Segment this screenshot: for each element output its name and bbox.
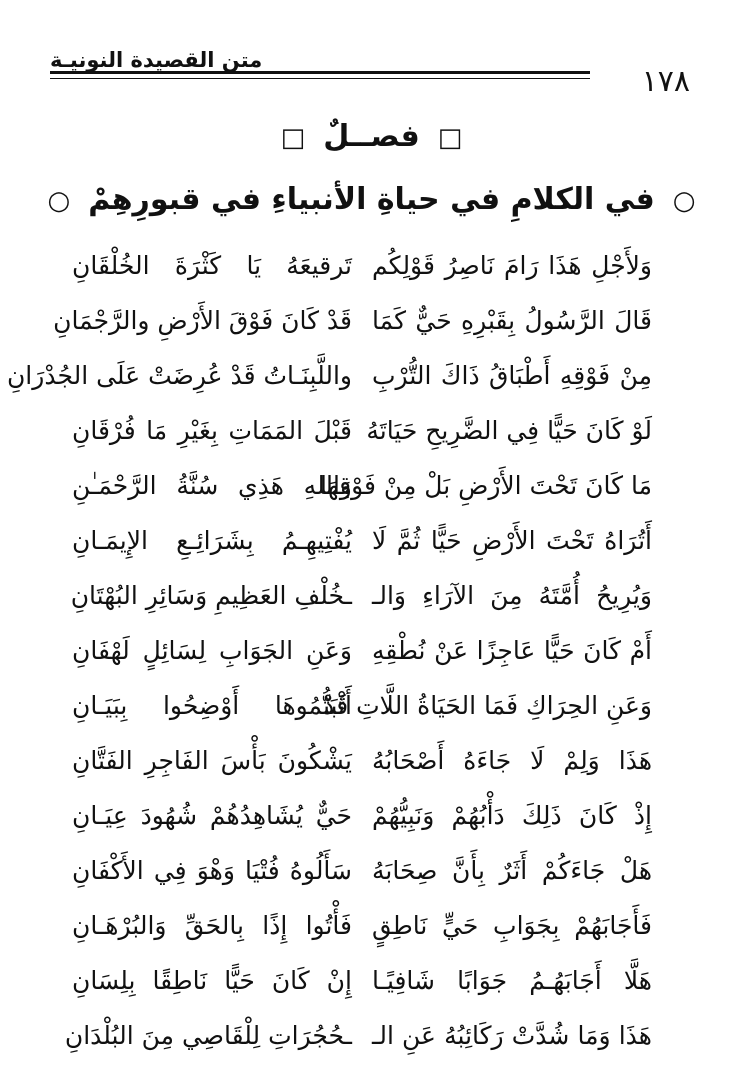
first-hemistich: وَعَنِ الحِرَاكِ فَمَا الحَيَاةُ اللَّاتِ قَدْ bbox=[323, 691, 652, 720]
second-hemistich: إِنْ كَانَ حَيًّا نَاطِقًا بِلِسَانِ bbox=[72, 966, 352, 995]
circle-ornament-icon: ○ bbox=[672, 186, 696, 216]
second-hemistich: فَأْتُوا إِذًا بِالحَقِّ وَالبُرْهَـانِ bbox=[72, 911, 352, 940]
verse-line bbox=[72, 788, 652, 843]
section-subtitle bbox=[0, 178, 743, 223]
first-hemistich: هَلَّا أَجَابَهُـمُ جَوَابًا شَافِيًـا bbox=[372, 966, 652, 995]
first-hemistich: وَيُرِيحُ أُمَّتَهُ مِنَ الآرَاءِ وَالـ bbox=[372, 581, 652, 610]
second-hemistich: أَثْبَتُّمُوهَا أَوْضِحُوا بِبَيَـانِ bbox=[72, 691, 352, 720]
second-hemistich: قَبْلَ المَمَاتِ بِغَيْرِ مَا فُرْقَانِ bbox=[72, 416, 352, 445]
first-hemistich: أَمْ كَانَ حَيًّا عَاجِزًا عَنْ نُطْقِهِ bbox=[372, 636, 652, 665]
first-hemistich: مَا كَانَ تَحْتَ الأَرْضِ بَلْ مِنْ فَوْقِهَا bbox=[320, 471, 652, 500]
square-ornament-icon: □ bbox=[280, 123, 306, 153]
verse-line bbox=[72, 678, 652, 733]
verse-line bbox=[72, 238, 652, 293]
section-heading-text: فصــلٌ bbox=[323, 119, 420, 154]
header-rule bbox=[50, 71, 590, 74]
verse-line bbox=[72, 898, 652, 953]
verse-line bbox=[6, 348, 652, 403]
verse-line bbox=[72, 568, 652, 623]
second-hemistich: يُفْتِيهِـمُ بِشَرَائِـعِ الإِيمَـانِ bbox=[72, 526, 352, 555]
page-header bbox=[40, 40, 690, 99]
verse-line bbox=[64, 1008, 652, 1063]
first-hemistich: هَلْ جَاءَكُمْ أَثَرٌ بِأَنَّ صِحَابَهُ bbox=[372, 856, 652, 885]
first-hemistich: فَأَجَابَهُمْ بِجَوَابِ حَيٍّ نَاطِقٍ bbox=[372, 911, 652, 940]
second-hemistich: وَاللهِ هَذِي سُنَّةُ الرَّحْمَـٰنِ bbox=[72, 471, 352, 500]
first-hemistich: قَالَ الرَّسُولُ بِقَبْرِهِ حَيٌّ كَمَا bbox=[372, 306, 652, 335]
verse-line bbox=[72, 843, 652, 898]
first-hemistich: هَذَا وَمَا شُدَّتْ رَكَائِبُهُ عَنِ الـ bbox=[372, 1021, 652, 1050]
section-heading bbox=[0, 115, 743, 160]
poem-verses bbox=[6, 238, 652, 1063]
verse-line bbox=[53, 293, 652, 348]
verse-line bbox=[72, 458, 652, 513]
verse-line bbox=[72, 403, 652, 458]
verse-line bbox=[72, 733, 652, 788]
circle-ornament-icon: ○ bbox=[47, 186, 71, 216]
running-title: متن القصيدة النونيـة bbox=[50, 48, 263, 72]
second-hemistich: واللَّبِنَـاتُ قَدْ عُرِضَتْ عَلَى الجُدْرَانِ bbox=[6, 361, 352, 390]
second-hemistich: حَيٌّ يُشَاهِدُهُمْ شُهُودَ عِيَـانِ bbox=[72, 801, 352, 830]
header-rule-thin bbox=[50, 78, 590, 79]
first-hemistich: إِذْ كَانَ ذَلِكَ دَأْبُهُمْ وَنَبِيُّهُمْ bbox=[372, 801, 652, 830]
section-subtitle-text: في الكلامِ في حياةِ الأنبياءِ في قبورِهِمْ bbox=[88, 182, 655, 217]
square-ornament-icon: □ bbox=[437, 123, 463, 153]
second-hemistich: تَرقيعَهُ يَا كَثْرَةَ الخُلْقَانِ bbox=[72, 251, 352, 280]
first-hemistich: وَلأَجْلِ هَذَا رَامَ نَاصِرُ قَوْلِكُم bbox=[372, 251, 652, 280]
verse-line bbox=[72, 953, 652, 1008]
second-hemistich: قَدْ كَانَ فَوْقَ الأَرْضِ والرَّجْمَانِ bbox=[53, 306, 352, 335]
first-hemistich: هَذَا وَلِمْ لَا جَاءَهُ أَصْحَابُهُ bbox=[372, 746, 652, 775]
second-hemistich: ـخُلْفِ العَظِيمِ وَسَائِرِ البُهْتَانِ bbox=[70, 581, 352, 610]
second-hemistich: سَأَلُوهُ فُتْيَا وَهْوَ فِي الأَكْفَانِ bbox=[72, 856, 352, 885]
first-hemistich: أَتُرَاهُ تَحْتَ الأَرْضِ حَيًّا ثُمَّ لَا bbox=[372, 526, 652, 555]
verse-line bbox=[72, 513, 652, 568]
first-hemistich: مِنْ فَوْقِهِ أَطْبَاقُ ذَاكَ التُّرْبِ bbox=[372, 361, 652, 390]
second-hemistich: يَشْكُونَ بَأْسَ الفَاجِرِ الفَتَّانِ bbox=[72, 746, 352, 775]
page-number: ١٧٨ bbox=[641, 64, 690, 99]
second-hemistich: وَعَنِ الجَوَابِ لِسَائِلٍ لَهْفَانِ bbox=[72, 636, 352, 665]
verse-line bbox=[72, 623, 652, 678]
first-hemistich: لَوْ كَانَ حَيًّا فِي الضَّرِيحِ حَيَاتَهُ bbox=[366, 416, 652, 445]
second-hemistich: ـحُجُرَاتِ لِلْقَاصِي مِنَ البُلْدَانِ bbox=[64, 1021, 352, 1050]
